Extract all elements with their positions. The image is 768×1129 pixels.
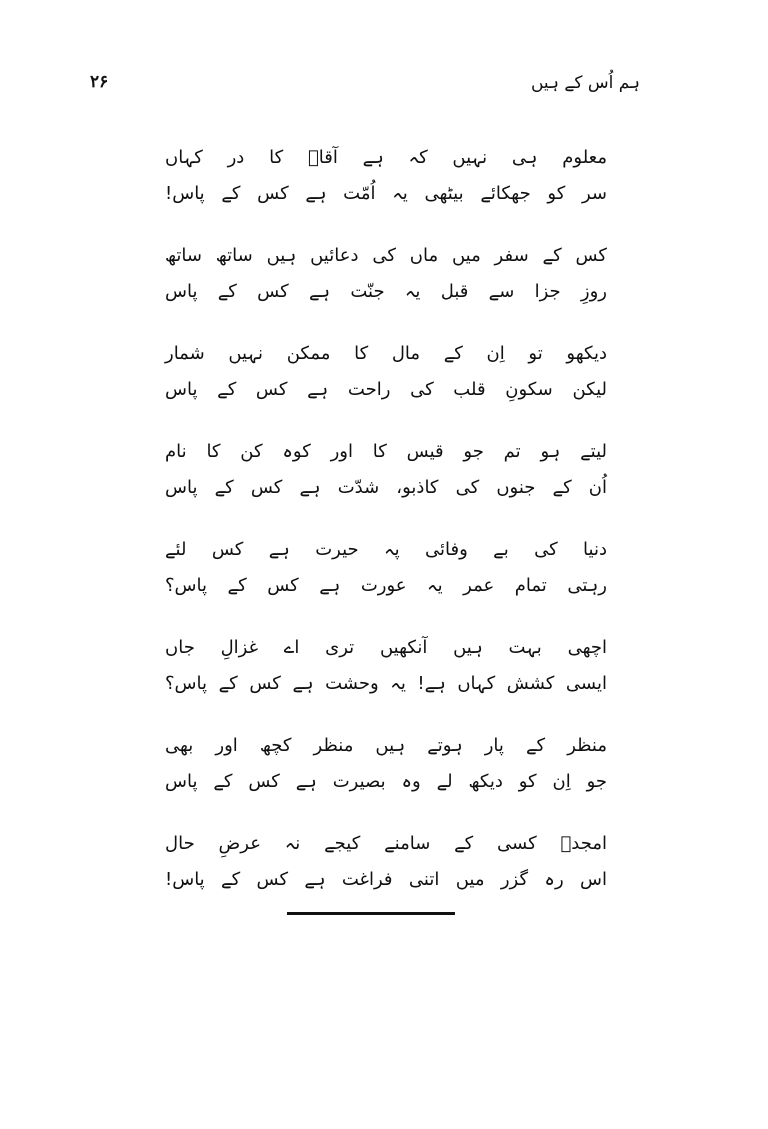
- stanza: [165, 434, 607, 532]
- poem: [165, 140, 607, 924]
- stanza: [165, 826, 607, 924]
- verse-line: اس رہ گزر میں اتنی فراغت ہے کس کے پاس!: [165, 869, 607, 890]
- verse-line: دنیا کی بے وفائی پہ حیرت ہے کس لئے: [165, 539, 607, 560]
- verse-line: معلوم ہی نہیں کہ ہے آقاؐ کا در کہاں: [165, 147, 607, 168]
- verse-line: دیکھو تو اِن کے مال کا ممکن نہیں شمار: [165, 343, 607, 364]
- stanza: [165, 238, 607, 336]
- stanza: [165, 728, 607, 826]
- running-title: ہم اُس کے ہیں: [530, 73, 640, 93]
- stanza: [165, 630, 607, 728]
- verse-line: منظر کے پار ہوتے ہیں منظر کچھ اور بھی: [165, 735, 607, 756]
- verse-line: کس کے سفر میں ماں کی دعائیں ہیں ساتھ ساتھ: [165, 245, 607, 266]
- verse-line: اچھی بہت ہیں آنکھیں تری اے غزالِ جاں: [165, 637, 607, 658]
- verse-line: سر کو جھکائے بیٹھی یہ اُمّت ہے کس کے پاس!: [165, 183, 607, 204]
- verse-line: روزِ جزا سے قبل یہ جنّت ہے کس کے پاس: [165, 281, 607, 302]
- verse-line: امجدؔ کسی کے سامنے کیجے نہ عرضِ حال: [165, 833, 607, 854]
- verse-line: لیکن سکونِ قلب کی راحت ہے کس کے پاس: [165, 379, 607, 400]
- page-number: ۲۶: [90, 72, 109, 92]
- verse-line: اُن کے جنوں کی کاذبو، شدّت ہے کس کے پاس: [165, 477, 607, 498]
- page-header: [90, 72, 640, 102]
- verse-line: رہتی تمام عمر یہ عورت ہے کس کے پاس؟: [165, 575, 607, 596]
- verse-line: لیتے ہو تم جو قیس کا اور کوہ کن کا نام: [165, 441, 607, 462]
- stanza: [165, 532, 607, 630]
- stanza: [165, 336, 607, 434]
- verse-line: جو اِن کو دیکھ لے وہ بصیرت ہے کس کے پاس: [165, 771, 607, 792]
- verse-line: ایسی کشش کہاں ہے! یہ وحشت ہے کس کے پاس؟: [165, 673, 607, 694]
- stanza: [165, 140, 607, 238]
- end-rule-divider: [287, 912, 455, 915]
